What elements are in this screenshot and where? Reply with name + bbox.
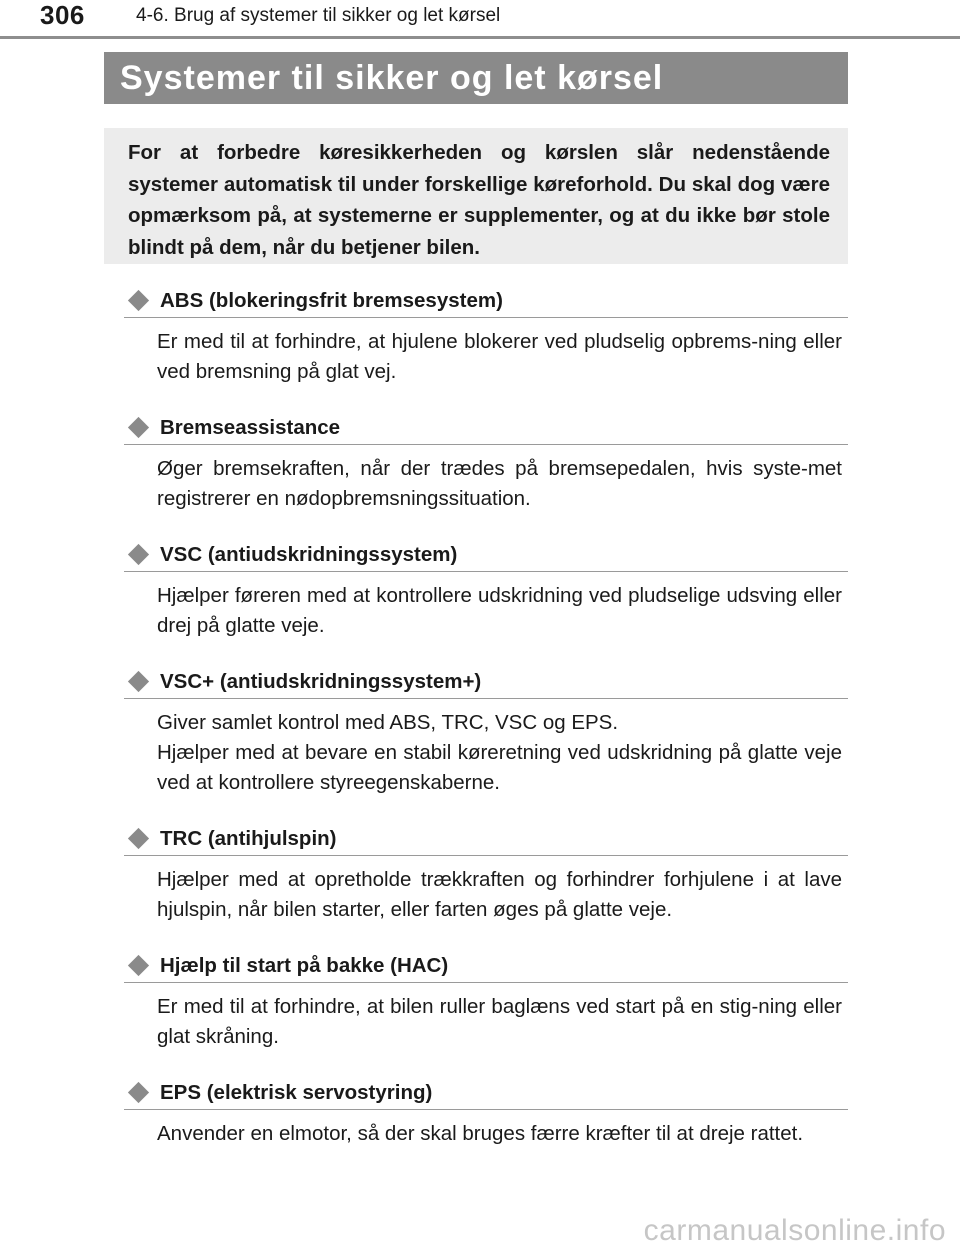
section-paragraph: Er med til at forhindre, at bilen ruller baglæns ved start på en stig-ning eller glat skråning. (157, 995, 842, 1048)
section-paragraph: Giver samlet kontrol med ABS, TRC, VSC og EPS. (157, 711, 619, 734)
page-title-bar (104, 52, 848, 104)
system-list (124, 284, 848, 1173)
section-heading (124, 538, 848, 572)
section-heading (124, 1076, 848, 1110)
page-number: 306 (40, 0, 85, 30)
section-body (157, 992, 842, 1052)
page-title: Systemer til sikker og let kørsel (120, 58, 664, 97)
section-body (157, 865, 842, 925)
diamond-bullet-icon (128, 544, 149, 565)
section-body (157, 581, 842, 641)
section-title: EPS (elektrisk servostyring) (160, 1080, 433, 1104)
section-paragraph: Øger bremsekraften, når der trædes på bremsepedalen, hvis syste-met registrerer en nødopbremsningssituation. (157, 457, 842, 510)
diamond-bullet-icon (128, 417, 149, 438)
section-paragraph: Anvender en elmotor, så der skal bruges færre kræfter til at dreje rattet. (157, 1122, 804, 1145)
section-heading (124, 284, 848, 318)
diamond-bullet-icon (128, 1082, 149, 1103)
section-heading (124, 822, 848, 856)
diamond-bullet-icon (128, 671, 149, 692)
intro-text: For at forbedre køresikkerheden og kørslen slår nedenstående systemer automatisk til under forskellige køreforhold. Du skal dog være opmærksom på, at systemerne er supplementer, og at du ikke bør stole blindt på dem, når du betjener bilen. (128, 141, 830, 259)
section-title: Bremseassistance (160, 415, 341, 439)
section-body (157, 1119, 842, 1149)
section-title: VSC (antiudskridningssystem) (160, 542, 458, 566)
intro-box (104, 128, 848, 264)
section-title: ABS (blokeringsfrit bremsesystem) (160, 288, 503, 312)
section-trc (124, 822, 848, 925)
section-body (157, 708, 842, 798)
section-eps (124, 1076, 848, 1149)
section-paragraph: Hjælper føreren med at kontrollere udskridning ved pludselige udsving eller drej på glatte veje. (157, 584, 842, 637)
section-brake-assist (124, 411, 848, 514)
section-paragraph: Er med til at forhindre, at hjulene blokerer ved pludselig opbrems-ning eller ved bremsning på glat vej. (157, 330, 842, 383)
section-title: VSC+ (antiudskridningssystem+) (160, 669, 482, 693)
section-body (157, 454, 842, 514)
section-heading (124, 411, 848, 445)
section-body (157, 327, 842, 387)
section-vsc (124, 538, 848, 641)
diamond-bullet-icon (128, 828, 149, 849)
section-hac (124, 949, 848, 1052)
running-header: 4-6. Brug af systemer til sikker og let kørsel (136, 5, 501, 26)
section-title: Hjælp til start på bakke (HAC) (160, 953, 449, 977)
header-rule (0, 36, 960, 39)
section-title: TRC (antihjulspin) (160, 826, 337, 850)
section-heading (124, 665, 848, 699)
section-paragraph: Hjælper med at opretholde trækkraften og forhindrer forhjulene i at lave hjulspin, når bilen starter, eller farten øges på glatte veje. (157, 868, 842, 921)
section-abs (124, 284, 848, 387)
diamond-bullet-icon (128, 290, 149, 311)
diamond-bullet-icon (128, 955, 149, 976)
section-heading (124, 949, 848, 983)
watermark: carmanualsonline.info (643, 1214, 946, 1247)
section-paragraph: Hjælper med at bevare en stabil køreretning ved udskridning på glatte veje ved at kontrollere styreegenskaberne. (157, 741, 842, 794)
section-vsc-plus (124, 665, 848, 798)
